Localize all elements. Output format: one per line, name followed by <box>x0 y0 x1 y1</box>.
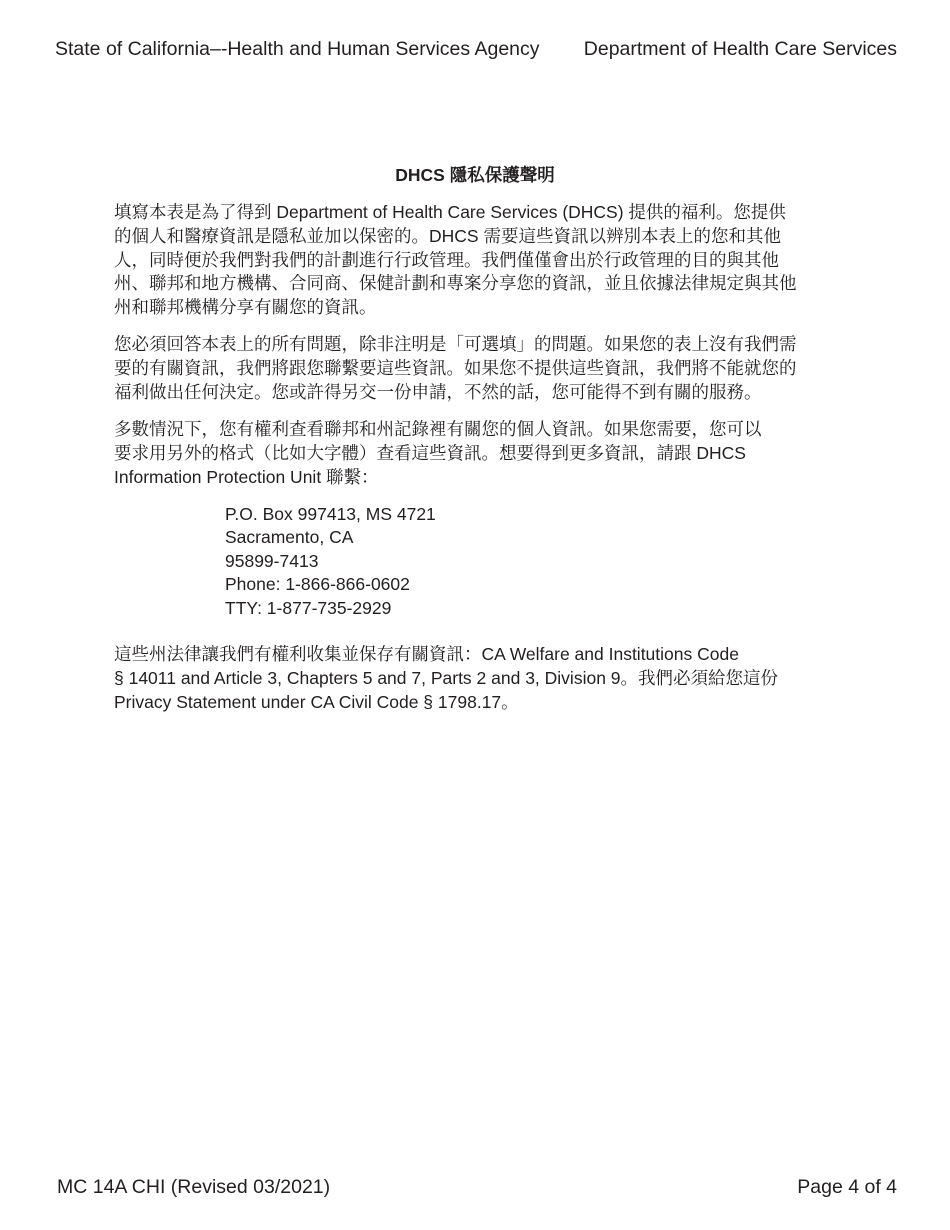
text-line: 州、聯邦和地方機構、合同商、保健計劃和專案分享您的資訊，並且依據法律規定與其他 <box>114 273 797 294</box>
address-po-box: P.O. Box 997413, MS 4721 <box>225 504 436 524</box>
paragraph-legal-authority <box>114 643 778 714</box>
header-agency: State of California–-Health and Human Services Agency <box>55 38 540 60</box>
address-city: Sacramento, CA <box>225 527 354 548</box>
text-line: § 14011 and Article 3, Chapters 5 and 7, Parts 2 and 3, Division 9。我們必須給您這份 <box>114 667 779 688</box>
form-number: MC 14A CHI (Revised 03/2021) <box>57 1176 331 1198</box>
text-line: Privacy Statement under CA Civil Code § 1798.17。 <box>114 691 519 712</box>
text-line: 這些州法律讓我們有權利收集並保存有關資訊：CA Welfare and Institutions Code <box>114 644 739 664</box>
address-zip: 95899-7413 <box>225 550 319 571</box>
text-line: 填寫本表是為了得到 Department of Health Care Services (DHCS) 提供的福利。您提供 <box>114 202 786 222</box>
text-line: 要求用另外的格式（比如大字體）查看這些資訊。想要得到更多資訊，請跟 DHCS <box>114 442 746 463</box>
paragraph-access-rights <box>114 418 762 489</box>
text-line: 多數情況下，您有權利查看聯邦和州記錄裡有關您的個人資訊。如果您需要，您可以 <box>114 419 762 439</box>
text-line: Information Protection Unit 聯繫： <box>114 466 379 487</box>
text-line: 要的有關資訊，我們將跟您聯繫要這些資訊。如果您不提供這些資訊，我們將不能就您的 <box>114 357 797 378</box>
contact-address <box>225 503 436 620</box>
text-line: 的個人和醫療資訊是隱私並加以保密的。DHCS 需要這些資訊以辨別本表上的您和其他 <box>114 225 781 246</box>
text-line: 人，同時便於我們對我們的計劃進行行政管理。我們僅僅會出於行政管理的目的與其他 <box>114 249 779 270</box>
text-line: 您必須回答本表上的所有問題，除非注明是「可選填」的問題。如果您的表上沒有我們需 <box>114 334 797 354</box>
page-number: Page 4 of 4 <box>797 1176 897 1198</box>
address-tty: TTY: 1-877-735-2929 <box>225 597 392 618</box>
text-line: 州和聯邦機構分享有關您的資訊。 <box>114 297 377 318</box>
text-line: 福利做出任何決定。您或許得另交一份申請，不然的話，您可能得不到有關的服務。 <box>114 381 762 402</box>
paragraph-purpose <box>114 201 797 320</box>
paragraph-requirements <box>114 333 797 404</box>
header-department: Department of Health Care Services <box>583 38 897 60</box>
address-phone: Phone: 1-866-866-0602 <box>225 574 410 595</box>
page-title: DHCS 隱私保護聲明 <box>395 165 555 185</box>
